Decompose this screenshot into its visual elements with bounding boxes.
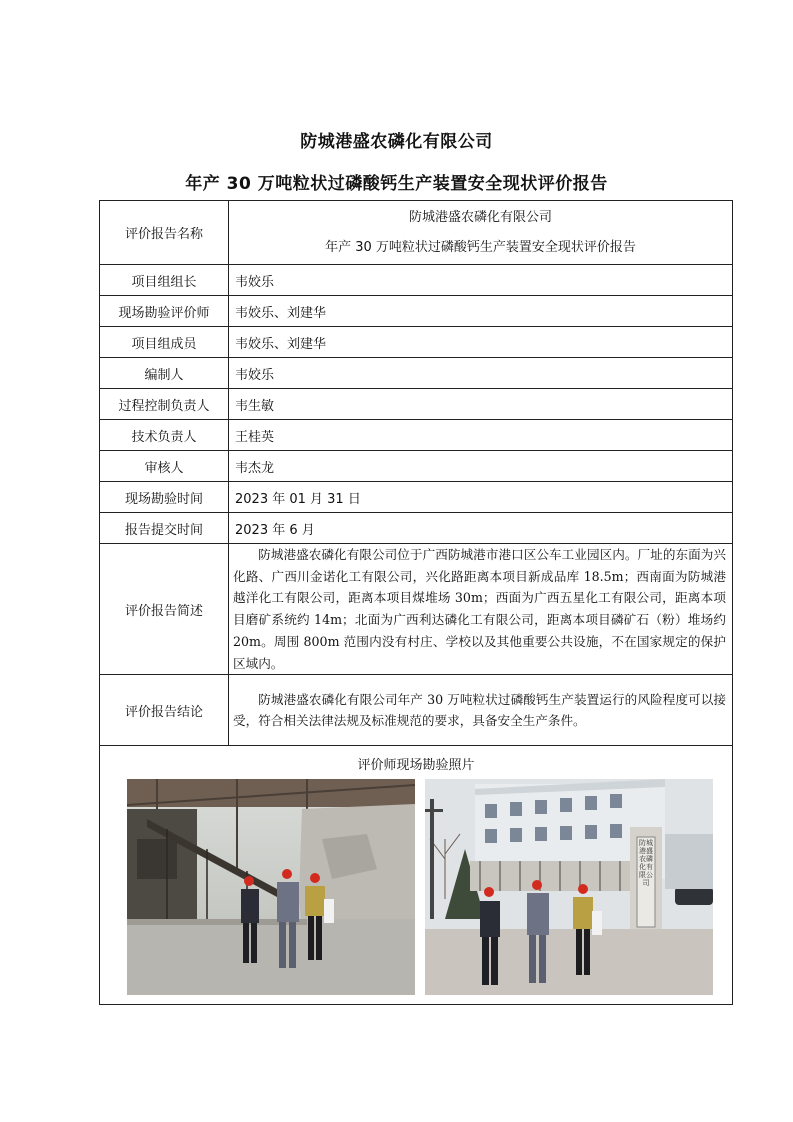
row-value: 王桂英 xyxy=(229,420,733,451)
summary-cell xyxy=(229,544,733,675)
row-value: 2023 年 01 月 31 日 xyxy=(229,482,733,513)
row-value: 韦杰龙 xyxy=(229,451,733,482)
row-value: 韦姣乐、刘建华 xyxy=(229,296,733,327)
summary-text: 防城港盛农磷化有限公司位于广西防城港市港口区公车工业园区内。厂址的东面为兴化路、广西川金诺化工有限公司，兴化路距离本项目新成品库 18.5m；西南面为防城港越洋化工有限公司，距离本项目煤堆场 30m；西面为广西五星化工有限公司，距离本项目磨矿系统约 14m；北面为广西利达磷化工有限公司，距离本项目磷矿石（粉）堆场约 20m。周围 800m 范围内没有村庄、学校以及其他重要公共设施，不在国家规定的保护区域内。 xyxy=(233,547,726,671)
table-row xyxy=(100,296,733,327)
row-value: 韦姣乐、刘建华 xyxy=(229,327,733,358)
table-row xyxy=(100,201,733,265)
row-label: 项目组组长 xyxy=(100,265,229,296)
table-row xyxy=(100,746,733,1005)
row-label: 现场勘验评价师 xyxy=(100,296,229,327)
table-row xyxy=(100,544,733,675)
row-label: 现场勘验时间 xyxy=(100,482,229,513)
table-row xyxy=(100,358,733,389)
report-name-line2: 年产 30 万吨粒状过磷酸钙生产装置安全现状评价报告 xyxy=(325,239,636,255)
table-row xyxy=(100,482,733,513)
row-value: 2023 年 6 月 xyxy=(229,513,733,544)
table-row xyxy=(100,451,733,482)
conclusion-label: 评价报告结论 xyxy=(100,675,229,746)
row-value: 韦生敏 xyxy=(229,389,733,420)
summary-label: 评价报告简述 xyxy=(100,544,229,675)
company-title: 防城港盛农磷化有限公司 xyxy=(300,132,493,152)
conclusion-text: 防城港盛农磷化有限公司年产 30 万吨粒状过磷酸钙生产装置运行的风险程度可以接受，符合相关法律法规及标准规范的要求，具备安全生产条件。 xyxy=(233,691,726,729)
table-row xyxy=(100,420,733,451)
table-row xyxy=(100,675,733,746)
row-label: 过程控制负责人 xyxy=(100,389,229,420)
report-name-value xyxy=(229,201,733,265)
row-label: 项目组成员 xyxy=(100,327,229,358)
row-label: 技术负责人 xyxy=(100,420,229,451)
conclusion-cell xyxy=(229,675,733,746)
photos-cell xyxy=(100,746,733,1005)
report-name-line1: 防城港盛农磷化有限公司 xyxy=(408,209,552,225)
row-label: 报告提交时间 xyxy=(100,513,229,544)
row-label: 编制人 xyxy=(100,358,229,389)
site-photo-conveyor xyxy=(127,779,415,995)
table-row xyxy=(100,327,733,358)
table-row xyxy=(100,389,733,420)
photos-title: 评价师现场勘验照片 xyxy=(357,758,475,774)
report-info-table xyxy=(99,200,733,1005)
row-value: 韦姣乐 xyxy=(229,358,733,389)
row-value: 韦姣乐 xyxy=(229,265,733,296)
site-photo-gate xyxy=(425,779,713,995)
report-title: 年产 30 万吨粒状过磷酸钙生产装置安全现状评价报告 xyxy=(185,174,608,194)
table-row xyxy=(100,265,733,296)
row-label: 审核人 xyxy=(100,451,229,482)
table-row xyxy=(100,513,733,544)
plant-sign-text: 防城港盛农磷化有限公司 xyxy=(639,839,653,888)
report-name-label: 评价报告名称 xyxy=(100,201,229,265)
